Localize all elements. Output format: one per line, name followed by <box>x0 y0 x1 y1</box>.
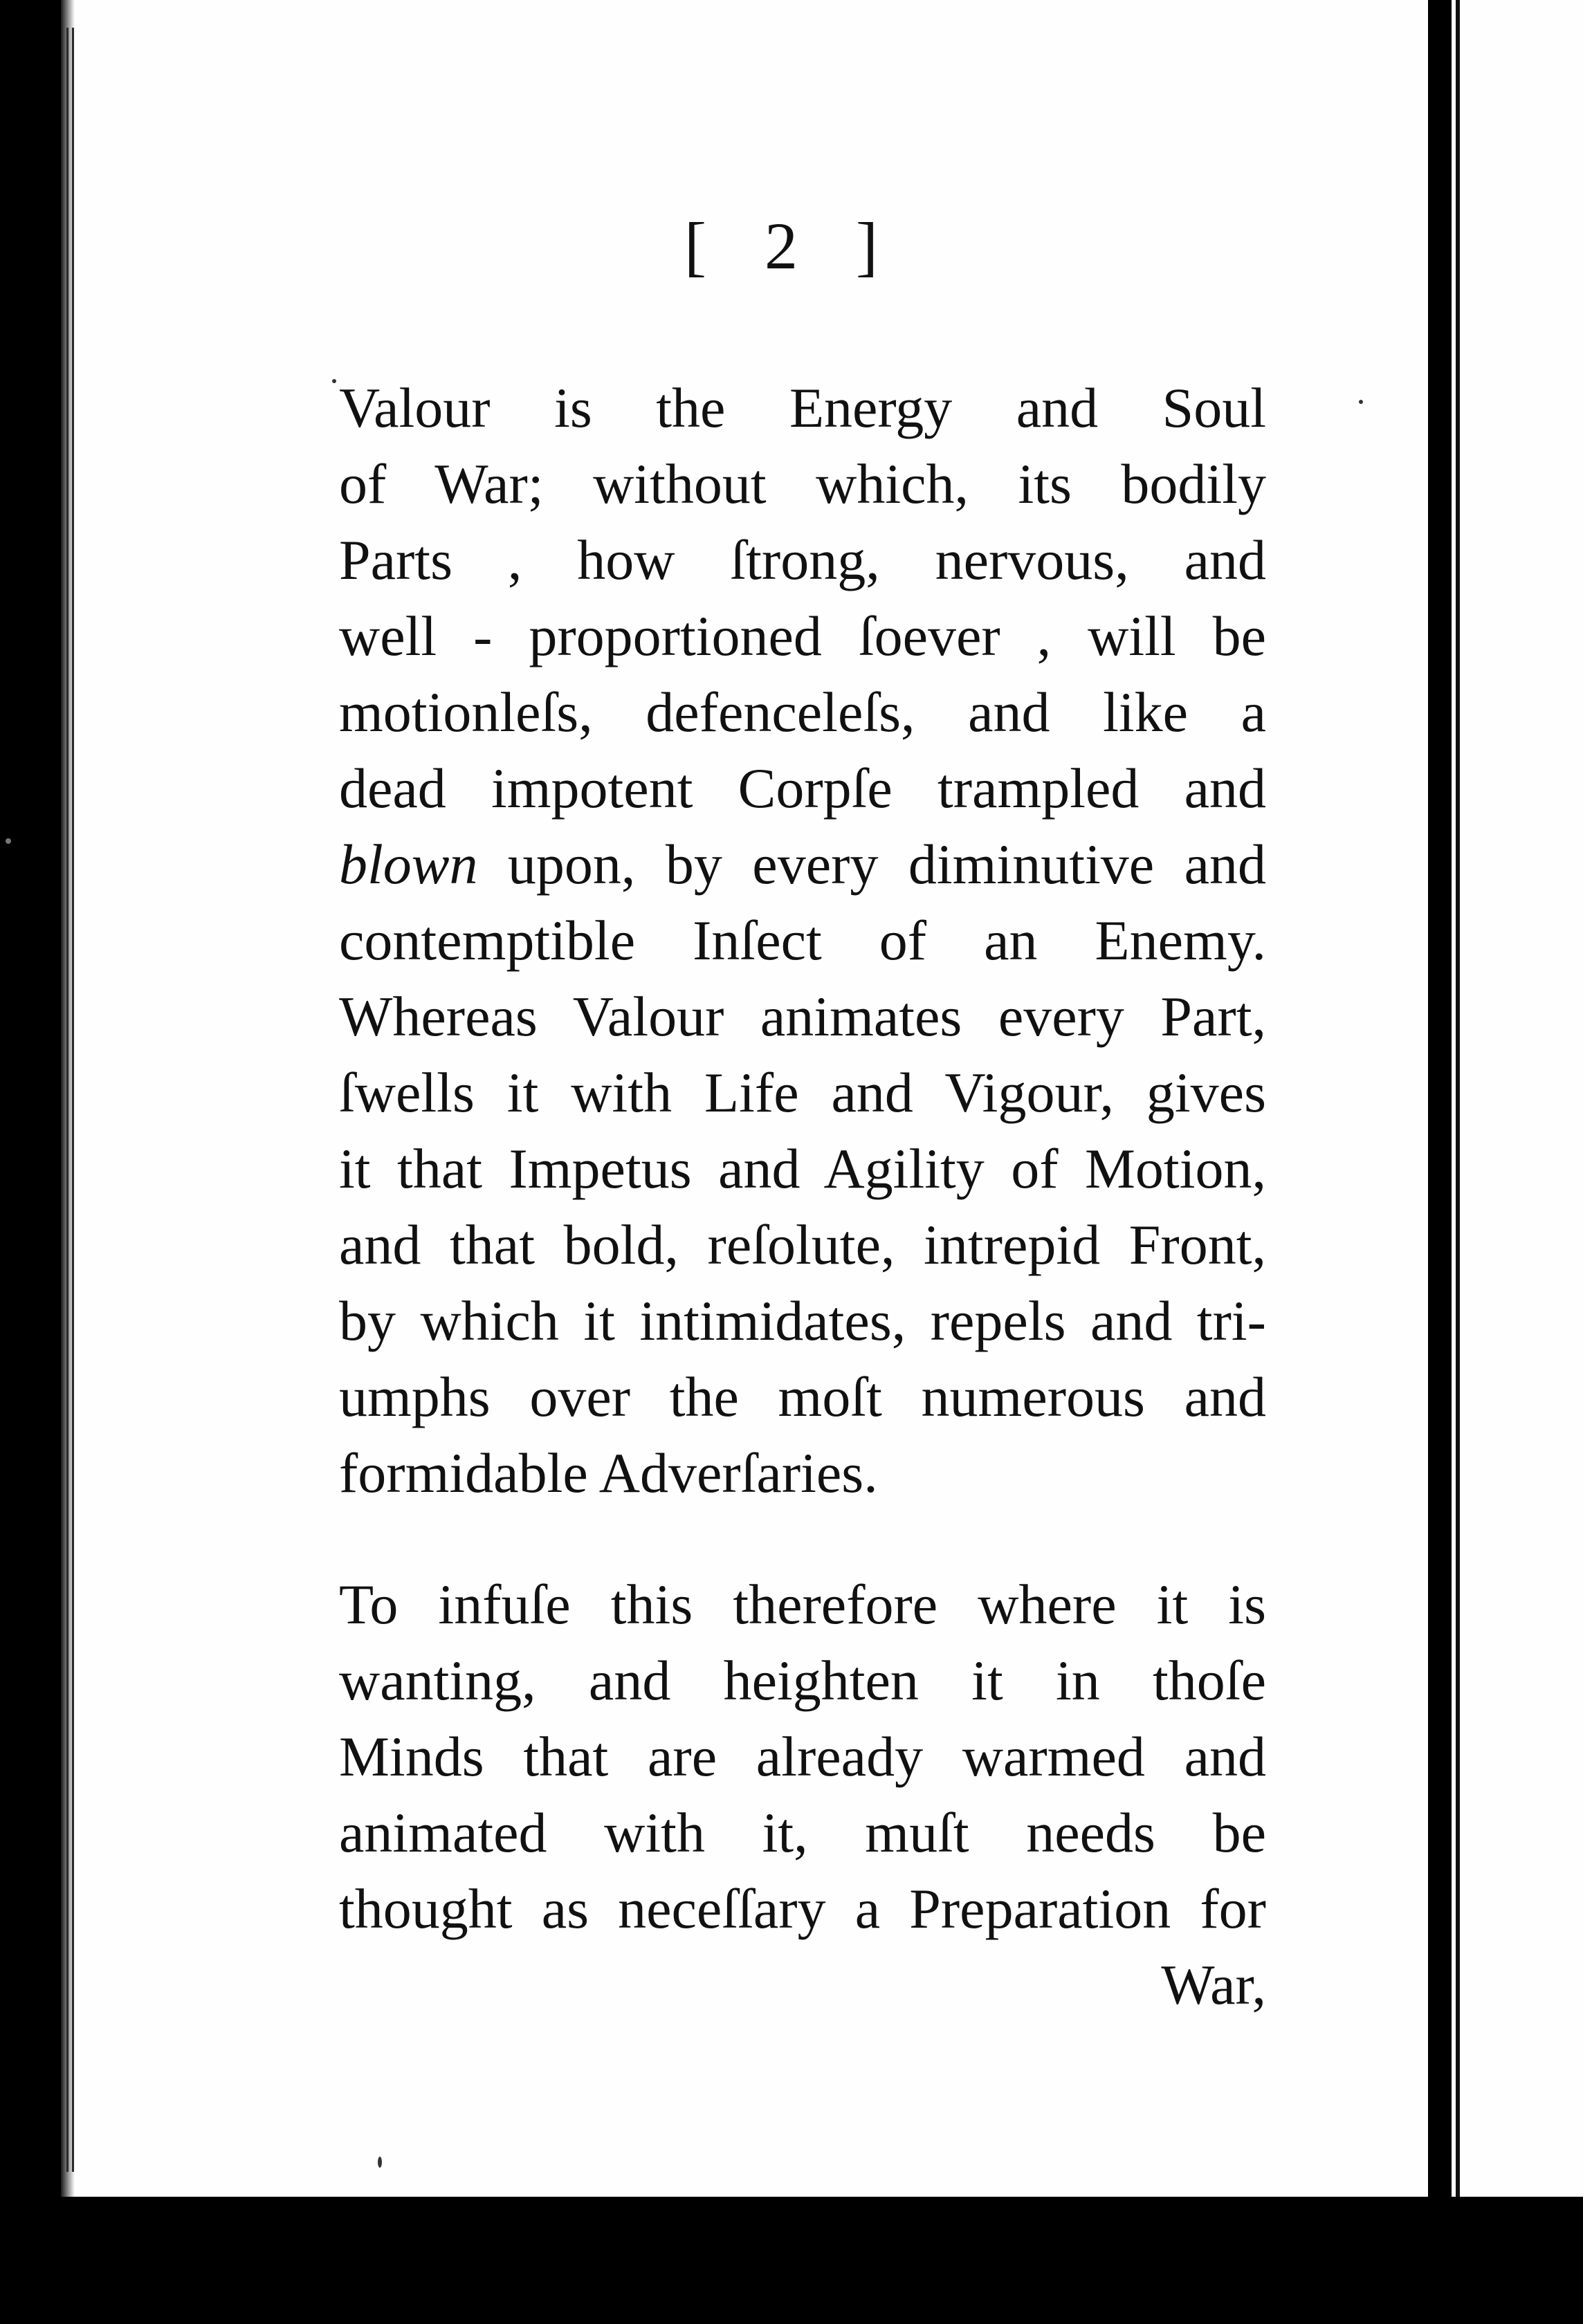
gutter-line-right <box>72 28 74 2172</box>
italic-word: blown <box>339 833 478 896</box>
text-line: of War; without which, its bodily <box>339 452 1266 515</box>
text-line: To infuſe this therefore where it is <box>339 1573 1266 1636</box>
paragraph-2 <box>339 1567 1266 2023</box>
ink-speck <box>332 379 336 383</box>
catchword: War, <box>1161 1953 1266 2016</box>
ink-speck <box>1359 400 1363 404</box>
text-line: wanting, and heighten it in thoſe <box>339 1649 1266 1712</box>
text-line: by which it intimidates, repels and tri- <box>339 1289 1266 1352</box>
paragraph-1 <box>339 370 1266 1511</box>
text-line: dead impotent Corpſe trampled and <box>339 757 1266 820</box>
ink-speck <box>378 2157 382 2168</box>
text-line: thought as neceſſary a Preparation for <box>339 1877 1266 1940</box>
text-line: it that Impetus and Agility of Motion, <box>339 1137 1266 1200</box>
text-line: Whereas Valour animates every Part, <box>339 985 1266 1048</box>
page-number: [ 2 ] <box>684 209 899 283</box>
gutter-line-left <box>66 28 68 2172</box>
text-line: Parts , how ſtrong, nervous, and <box>339 528 1266 591</box>
text-line: and that bold, reſolute, intrepid Front, <box>339 1213 1266 1276</box>
text-line <box>339 827 1266 903</box>
text-line: formidable Adverſaries. <box>339 1441 878 1504</box>
text-line: motionleſs, defenceleſs, and like a <box>339 681 1266 744</box>
text-line: animated with it, muſt needs be <box>339 1801 1266 1864</box>
text-line: Valour is the Energy and Soul <box>339 376 1266 439</box>
text-run: upon, by every diminutive and <box>477 833 1266 896</box>
facing-page-edge <box>1452 0 1583 2197</box>
text-line: Minds that are already warmed and <box>339 1725 1266 1788</box>
text-line: ſwells it with Life and Vigour, gives <box>339 1061 1266 1124</box>
text-line: contemptible Inſect of an Enemy. <box>339 909 1266 972</box>
ink-speck <box>6 838 11 844</box>
text-line: well - proportioned ſoever , will be <box>339 605 1266 667</box>
text-line: umphs over the moſt numerous and <box>339 1365 1266 1428</box>
page-fold-line <box>1456 0 1460 2197</box>
